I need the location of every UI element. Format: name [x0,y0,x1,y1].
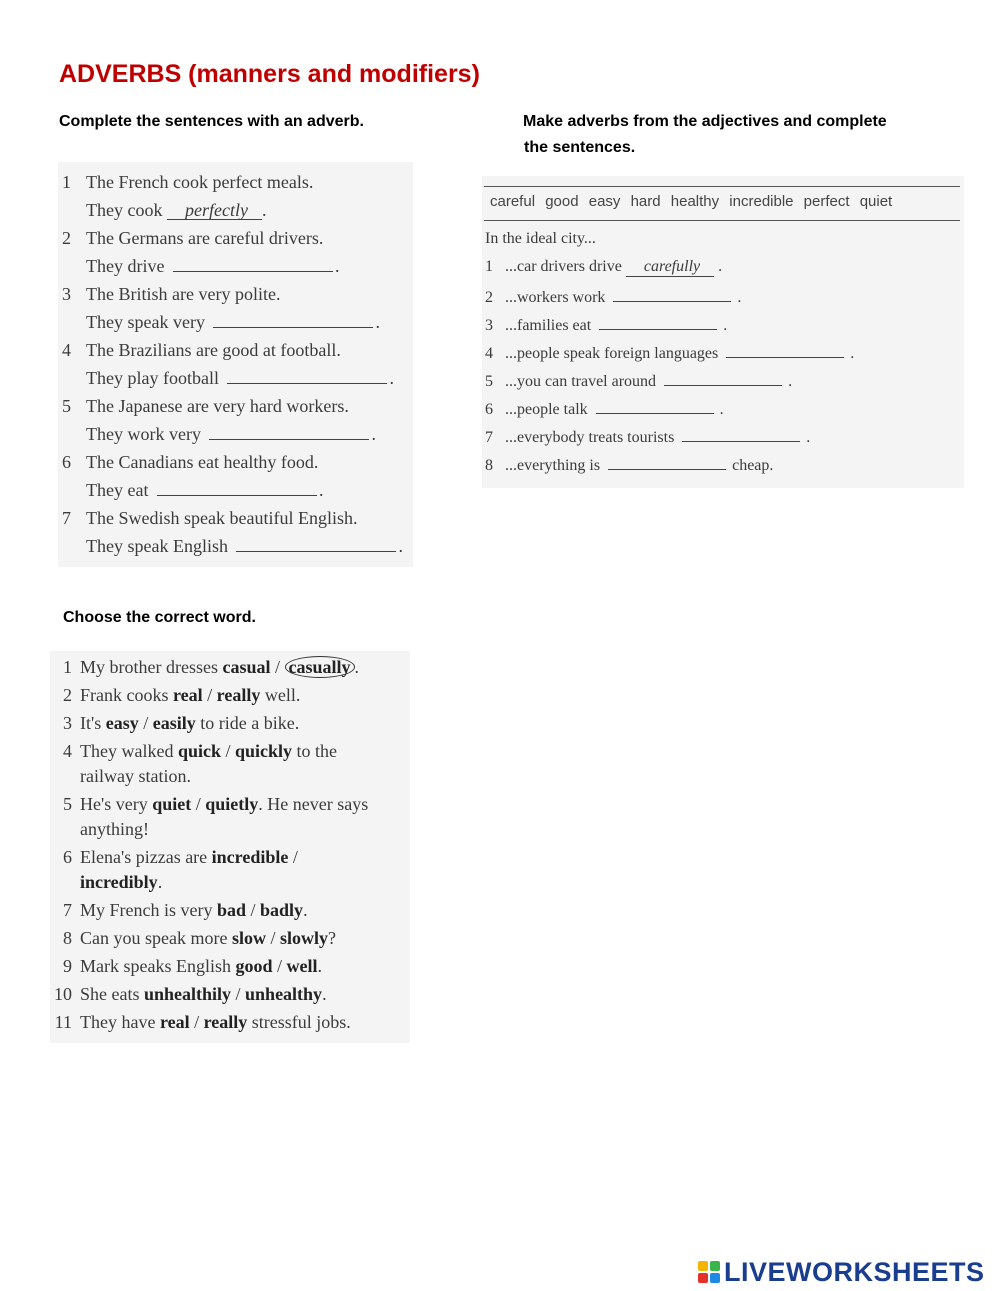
option-a[interactable]: casual [222,657,271,677]
option-a[interactable]: real [173,685,203,705]
ex2-item [485,258,722,277]
item-text-end: / [292,847,298,867]
item-text: My French is very [80,900,213,920]
item-number: 4 [62,340,71,360]
answer-blank[interactable] [236,533,396,552]
ex2-item [485,454,773,475]
item-text: My brother dresses [80,657,218,677]
option-b[interactable]: quickly [235,741,293,761]
item-number: 4 [63,741,72,761]
item-text-end: . [322,984,327,1004]
item-text-end: to ride a bike. [200,713,300,733]
answer-blank[interactable] [209,421,369,440]
item-text: She eats [80,984,140,1004]
item-text: Can you speak more [80,928,228,948]
item-prompt: They speak English [86,536,228,556]
item-text: He's very [80,794,148,814]
item-sentence: The British are very polite. [86,284,281,304]
item-sentence: The Swedish speak beautiful English. [86,508,358,528]
answer-blank[interactable] [157,477,317,496]
item-sentence: The Germans are careful drivers. [86,228,324,248]
item-text-end: well. [264,685,301,705]
item-suffix: cheap. [732,457,774,474]
logo-square [698,1261,708,1271]
section3-instruction: Choose the correct word. [63,609,256,626]
option-b[interactable]: slowly [280,928,329,948]
item-suffix: . [850,345,855,362]
answer-filled[interactable]: perfectly [167,201,262,220]
item-number: 5 [63,794,72,814]
word-bank: careful good easy hard healthy incredible perfect quiet [490,193,893,210]
item-prompt: They work very [86,424,201,444]
item-sentence: The Canadians eat healthy food. [86,452,319,472]
item-number: 10 [54,984,72,1004]
item-number: 6 [485,401,493,418]
item-suffix: . [318,480,324,500]
item-text-continued: railway station. [80,766,191,786]
item-number: 2 [485,289,493,306]
item-suffix: . [718,258,723,275]
item-number: 7 [63,900,72,920]
item-prompt: They cook [86,200,163,220]
answer-blank[interactable] [613,286,731,302]
item-text: They have [80,1012,156,1032]
item-suffix: . [806,429,811,446]
option-a[interactable]: good [235,956,273,976]
divider [484,186,960,187]
item-text-end: to the [296,741,338,761]
item-text: Elena's pizzas are [80,847,208,867]
section1-instruction: Complete the sentences with an adverb. [59,113,364,130]
answer-blank[interactable] [664,370,782,386]
item-text-end: . [354,657,360,677]
item-suffix: . [261,200,267,220]
option-a[interactable]: quick [177,741,221,761]
item-prompt: ...you can travel around [505,373,657,390]
option-a[interactable]: easy [105,713,139,733]
item-prompt: They eat [86,480,149,500]
answer-filled[interactable]: carefully [626,258,714,277]
item-number: 8 [63,928,72,948]
exercise2-scan [482,176,964,488]
option-b[interactable]: unhealthy [245,984,323,1004]
option-a[interactable]: quiet [152,794,192,814]
answer-blank[interactable] [596,398,714,414]
item-suffix: . [375,312,380,332]
item-suffix: . [371,424,376,444]
answer-blank[interactable] [173,253,333,272]
ex2-item [485,370,792,391]
answer-blank[interactable] [227,365,387,384]
item-number: 5 [485,373,493,390]
logo-text: LIVEWORKSHEETS [724,1256,985,1287]
liveworksheets-logo [698,1258,985,1286]
option-b[interactable]: quietly [205,794,259,814]
ex2-item [485,286,741,307]
item-suffix: . [398,536,403,556]
item-text-end: . [303,900,308,920]
ex2-item [485,314,727,335]
exercise1-scan [58,162,413,567]
item-prompt: ...families eat [505,317,592,334]
item-text-end: . [317,956,323,976]
item-number: 1 [63,657,72,677]
item-number: 1 [485,258,493,275]
option-b[interactable]: easily [152,713,196,733]
option-b[interactable]: casually [285,656,355,678]
item-prompt: ...car drivers drive [505,258,622,275]
section2-instruction-line2: the sentences. [524,139,636,156]
item-prompt: They speak very [86,312,205,332]
item-prompt: ...everybody treats tourists [505,429,675,446]
ex2-item [485,426,810,447]
answer-blank[interactable] [682,426,800,442]
option-a[interactable]: unhealthily [143,984,232,1004]
item-number: 7 [62,508,71,528]
answer-blank[interactable] [213,309,373,328]
item-number: 2 [63,685,72,705]
item-prompt: They drive [86,256,165,276]
item-suffix: . [788,373,793,390]
page-title: ADVERBS (manners and modifiers) [59,60,480,88]
section2-instruction-line1: Make adverbs from the adjectives and complete [523,113,887,130]
item-text-continued: . [157,872,163,892]
option-a[interactable]: real [159,1012,190,1032]
option-b[interactable]: really [203,1012,248,1032]
item-suffix: . [334,256,340,276]
item-text: Frank cooks [80,685,169,705]
logo-icon [698,1261,720,1283]
item-number: 6 [63,847,72,867]
item-number: 3 [485,317,493,334]
item-prompt: ...workers work [505,289,606,306]
logo-square [710,1261,720,1271]
option-a[interactable]: bad [216,900,247,920]
item-text: Mark speaks English [80,956,231,976]
option-a[interactable]: incredible [211,847,289,867]
ex2-item [485,342,854,363]
item-prompt: ...everything is [505,457,601,474]
item-number: 8 [485,457,493,474]
item-text: They walked [80,741,174,761]
item-number: 3 [62,284,71,304]
exercise3-scan: 1 My brother dresses casual / casually . 2 Frank cooks real / really well. 3 It's easy / easily to ride a bike. 4 They walked quick / quickly to the railway station. 5 He's very quiet / quietly. He never says anything! 6 Elena's pizzas are incredible / incredibly. 7 My French is very bad / badly. 8 Can you speak more slow / slowly? 9 Mark speaks English good / well. 10 She eats unhealthily / unhealthy. 11 They have real / really stressful jobs. [50,651,410,1043]
item-number: 7 [485,429,493,446]
divider [484,220,960,221]
item-number: 2 [62,228,71,248]
item-prompt: They play football [86,368,219,388]
item-number: 5 [62,396,71,416]
option-b[interactable]: badly [260,900,304,920]
option-b[interactable]: incredibly [80,872,158,892]
item-text-end: . He never says [258,794,369,814]
item-sentence: The Japanese are very hard workers. [86,396,349,416]
logo-square [710,1273,720,1283]
ex2-item [485,398,724,419]
item-number: 4 [485,345,493,362]
item-suffix: . [723,317,728,334]
item-number: 9 [63,956,72,976]
option-a[interactable]: slow [231,928,266,948]
exercise2-intro: In the ideal city... [485,230,596,247]
item-suffix: . [719,401,724,418]
option-b[interactable]: well [286,956,318,976]
item-number: 11 [54,1012,72,1032]
item-text-continued: anything! [80,819,149,839]
answer-blank[interactable] [599,314,717,330]
item-sentence: The Brazilians are good at football. [86,340,341,360]
item-sentence: The French cook perfect meals. [86,172,314,192]
item-prompt: ...people talk [505,401,588,418]
item-number: 6 [62,452,71,472]
item-prompt: ...people speak foreign languages [505,345,719,362]
logo-square [698,1273,708,1283]
item-text: It's [80,713,102,733]
item-suffix: . [737,289,742,306]
item-text-end: stressful jobs. [251,1012,351,1032]
answer-blank[interactable] [608,454,726,470]
answer-blank[interactable] [726,342,844,358]
item-suffix: . [389,368,394,388]
item-number: 3 [63,713,72,733]
item-text-end: ? [328,928,337,948]
option-b[interactable]: really [216,685,261,705]
item-number: 1 [62,172,71,192]
